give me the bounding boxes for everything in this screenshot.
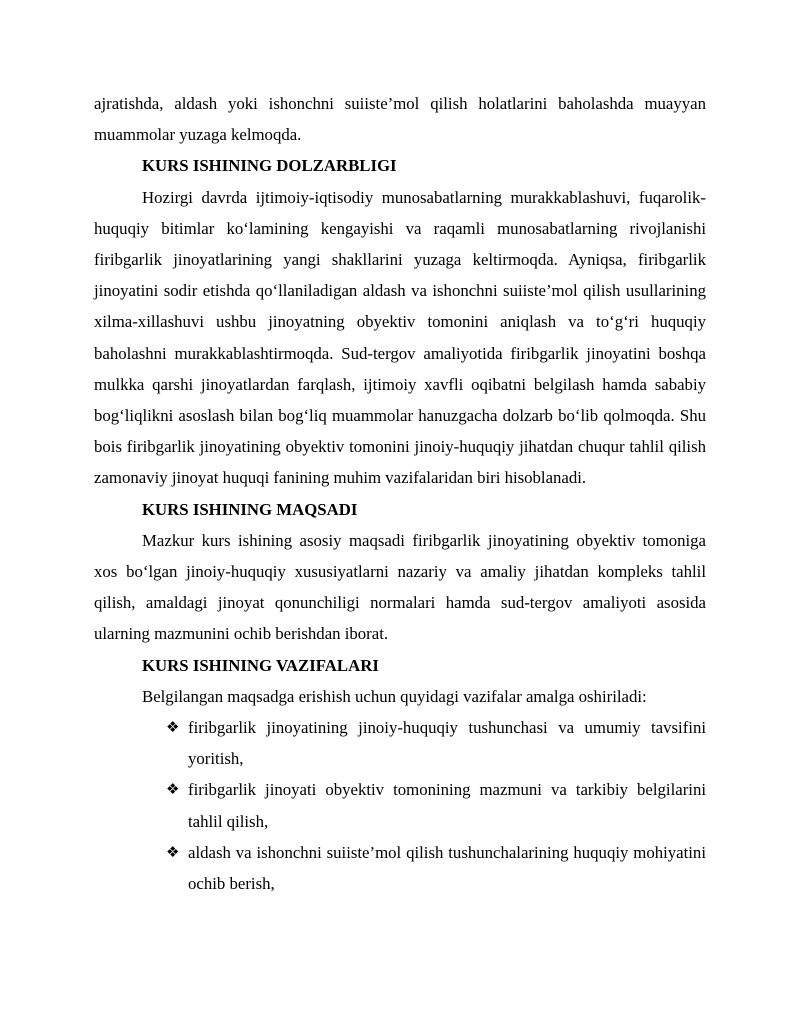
list-item	[94, 837, 706, 899]
relevance-paragraph: Hozirgi davrda ijtimoiy-iqtisodiy munosabatlarning murakkablashuvi, fuqarolik-huquqiy bitimlar ko‘lamining kengayishi va raqamli munosabatlarning rivojlanishi firibgarlik jinoyatlarining yangi shakllarini yuzaga keltirmoqda. Ayniqsa, firibgarlik jinoyatini sodir etishda qo‘llaniladigan aldash va ishonchni suiiste’mol qilish usullarining xilma-xillashuvi ushbu jinoyatning obyektiv tomonini aniqlash va to‘g‘ri huquqiy baholashni murakkablashtirmoqda. Sud-tergov amaliyotida firibgarlik jinoyatini boshqa mulkka qarshi jinoyatlardan farqlash, ijtimoiy xavfli oqibatni belgilash hamda sababiy bog‘liqlikni asoslash bilan bog‘liq muammolar hanuzgacha dolzarb bo‘lib qolmoqda. Shu bois firibgarlik jinoyatining obyektiv tomonini jinoiy-huquqiy jihatdan chuqur tahlil qilish zamonaviy jinoyat huquqi fanining muhim vazifalaridan biri hisoblanadi.	[94, 187, 706, 488]
list-item	[94, 774, 706, 836]
goal-heading: KURS ISHINING MAQSADI	[142, 499, 358, 519]
intro-paragraph: ajratishda, aldash yoki ishonchni suiiste’mol qilish holatlarini baholashda muayyan muammolar yuzaga kelmoqda.	[94, 94, 706, 145]
page-content	[94, 88, 706, 899]
list-item-text: aldash va ishonchni suiiste’mol qilish tushunchalarining huquqiy mohiyatini ochib berish,	[188, 842, 706, 894]
relevance-heading: KURS ISHINING DOLZARBLIGI	[142, 156, 397, 176]
tasks-lead: Belgilangan maqsadga erishish uchun quyidagi vazifalar amalga oshiriladi:	[142, 686, 647, 706]
list-item-text: firibgarlik jinoyatining jinoiy-huquqiy tushunchasi va umumiy tavsifini yoritish,	[188, 718, 706, 769]
diamond-bullet-icon: ❖	[166, 842, 180, 861]
tasks-heading: KURS ISHINING VAZIFALARI	[142, 655, 379, 675]
diamond-bullet-icon: ❖	[166, 780, 180, 799]
list-item	[94, 712, 706, 774]
goal-paragraph: Mazkur kurs ishining asosiy maqsadi firibgarlik jinoyatining obyektiv tomoniga xos bo‘lgan jinoiy-huquqiy xususiyatlarni nazariy va amaliy jihatdan kompleks tahlil qilish, amaldagi jinoyat qonunchiligi normalari hamda sud-tergov amaliyoti asosida ularning mazmunini ochib berishdan iborat.	[94, 530, 706, 644]
list-item-text: firibgarlik jinoyati obyektiv tomonining mazmuni va tarkibiy belgilarini tahlil qilish,	[188, 780, 706, 831]
diamond-bullet-icon: ❖	[166, 718, 180, 737]
tasks-list	[94, 712, 706, 899]
